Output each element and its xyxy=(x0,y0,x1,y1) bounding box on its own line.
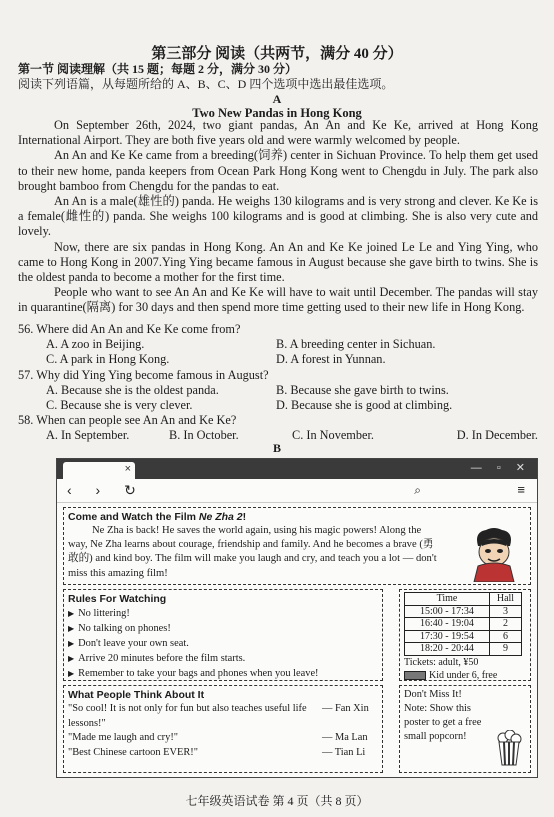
kid-price xyxy=(404,670,526,682)
browser-window xyxy=(56,458,538,778)
popcorn-icon xyxy=(496,730,522,766)
back-forward-refresh-icon[interactable]: ‹ › ↻ xyxy=(67,482,146,498)
nav-bar xyxy=(57,479,537,503)
option-c[interactable]: C. A park in Hong Kong. xyxy=(46,352,170,367)
film-heading xyxy=(68,510,526,524)
option-b[interactable]: B. Because she gave birth to twins. xyxy=(276,382,449,397)
schedule-table xyxy=(404,592,522,656)
option-row xyxy=(18,337,538,352)
table-row xyxy=(405,643,522,656)
review-author: — Tian Li xyxy=(322,746,366,758)
review-text: "Made me laugh and cry!" xyxy=(68,732,179,743)
film-heading-prefix: Come and Watch the Film xyxy=(68,511,199,523)
close-icon[interactable]: × xyxy=(124,463,131,475)
option-c[interactable]: C. In November. xyxy=(292,428,374,443)
list-item: ▶ Remember to take your bags and phones when you leave! xyxy=(68,666,378,681)
option-row xyxy=(18,398,538,413)
film-box xyxy=(63,507,531,585)
paragraph: On September 26th, 2024, two giant pandas, An An and Ke Ke, arrived at Hong Kong International Airport. They are both five years old and were warmly welcomed by people. xyxy=(18,118,538,148)
option-row xyxy=(18,352,538,367)
time-cell: 15:00 - 17:34 xyxy=(405,605,490,618)
review-row xyxy=(68,731,378,746)
paragraph: An An and Ke Ke came from a breeding(饲养) center in Sichuan Province. To help them get used to their new home, panda keepers from Ocean Park Hong Kong went to Chengdu in July. The park also brought bamboo from Chengdu for the pandas to eat. xyxy=(18,148,538,193)
option-b[interactable]: B. A breeding center in Sichuan. xyxy=(276,337,436,352)
page-footer: 七年级英语试卷 第 4 页（共 8 页） xyxy=(185,794,369,808)
option-c[interactable]: C. Because she is very clever. xyxy=(46,398,193,413)
review-row xyxy=(68,746,378,761)
list-item: ▶ No talking on phones! xyxy=(68,621,378,636)
table-header-row xyxy=(405,593,522,606)
table-row xyxy=(405,630,522,643)
time-cell: 18:20 - 20:44 xyxy=(405,643,490,656)
column-header: Hall xyxy=(489,593,521,606)
part-title: 第三部分 阅读（共两节，满分 40 分） xyxy=(151,46,403,62)
menu-icon[interactable]: ≡ xyxy=(517,482,525,497)
dont-miss-body: Note: Show this poster to get a free small popcorn! xyxy=(404,703,482,742)
passage-a-body xyxy=(18,118,538,316)
table-row xyxy=(405,605,522,618)
question-58 xyxy=(18,413,538,443)
film-heading-title: Ne Zha 2 xyxy=(198,511,243,523)
hall-cell: 9 xyxy=(489,643,521,656)
question-stem: 58. When can people see An An and Ke Ke? xyxy=(18,413,237,428)
ticket-price: Tickets: adult, ¥50 xyxy=(404,656,479,668)
option-d[interactable]: D. A forest in Yunnan. xyxy=(276,352,386,367)
review-author: — Fan Xin xyxy=(322,703,369,714)
window-controls-icon[interactable]: — ▫ ✕ xyxy=(470,462,531,474)
rules-heading: Rules For Watching xyxy=(68,593,167,605)
review-author: — Ma Lan xyxy=(322,732,368,743)
option-a[interactable]: A. In September. xyxy=(46,428,130,443)
review-text: "Best Chinese cartoon EVER!" xyxy=(68,746,198,758)
dont-miss-heading: Don't Miss It! xyxy=(404,689,462,700)
tab-bar xyxy=(57,459,537,479)
review-text: "So cool! It is not only for fun but also teaches useful life lessons!" xyxy=(68,703,307,729)
option-d[interactable]: D. Because she is good at climbing. xyxy=(276,398,453,413)
time-cell: 17:30 - 19:54 xyxy=(405,630,490,643)
option-a[interactable]: A. Because she is the oldest panda. xyxy=(46,382,219,397)
film-heading-suffix: ! xyxy=(242,511,247,523)
kid-price-text: Kid under 6, free xyxy=(429,669,498,681)
section-title: 第一节 阅读理解（共 15 题；每题 2 分，满分 30 分） xyxy=(18,62,298,76)
passage-b-letter: B xyxy=(272,441,281,455)
hall-cell: 3 xyxy=(489,605,521,618)
instruction: 阅读下列语篇，从每题所给的 A、B、C、D 四个选项中选出最佳选项。 xyxy=(18,77,394,91)
option-b[interactable]: B. In October. xyxy=(169,428,239,443)
browser-tab[interactable] xyxy=(63,462,135,479)
passage-a-title: Two New Pandas in Hong Kong xyxy=(192,106,362,120)
hall-cell: 2 xyxy=(489,618,521,631)
question-56 xyxy=(18,322,538,368)
list-item: ▶ Arrive 20 minutes before the film starts. xyxy=(68,651,378,666)
questions xyxy=(18,322,538,444)
option-d[interactable]: D. In December. xyxy=(456,428,538,443)
rules-box xyxy=(63,589,383,681)
question-stem: 57. Why did Ying Ying become famous in August? xyxy=(18,367,269,382)
option-a[interactable]: A. A zoo in Beijing. xyxy=(46,337,145,352)
time-cell: 16:40 - 19:04 xyxy=(405,618,490,631)
passage-a-letter: A xyxy=(272,92,282,106)
rules-list xyxy=(68,606,378,681)
film-body: Ne Zha is back! He saves the world again, using his magic powers! Along the way, Ne Zha learns about courage, friendship and family. And he becomes a brave (勇敢的) and kind boy. The film will make you laugh and cry, and teach you a lot — don't miss this amazing film! xyxy=(68,525,437,579)
nezha-cartoon-icon xyxy=(464,526,524,582)
schedule-box xyxy=(399,589,531,681)
reviews-heading: What People Think About It xyxy=(68,689,205,701)
option-row xyxy=(18,383,538,398)
reviews-box xyxy=(63,685,383,773)
search-icon[interactable]: ⌕ xyxy=(414,483,421,497)
list-item: ▶ Don't leave your own seat. xyxy=(68,636,378,651)
paragraph: People who want to see An An and Ke Ke will have to wait until December. The pandas will stay in quarantine(隔离) for 30 days and then spend more time getting used to their new life in Hong Kong. xyxy=(18,285,538,315)
dont-miss-box xyxy=(399,685,531,773)
paragraph: Now, there are six pandas in Hong Kong. An An and Ke Ke joined Le Le and Ying Ying, who came to Hong Kong in 2007.Ying Ying became famous in August because she gave birth to twins. She is the oldest panda to become a mother for the first time. xyxy=(18,239,538,285)
question-stem: 56. Where did An An and Ke Ke come from? xyxy=(18,322,241,336)
column-header: Time xyxy=(405,593,490,606)
table-row xyxy=(405,618,522,631)
ticket-icon xyxy=(404,671,426,680)
review-row xyxy=(68,702,378,731)
question-57 xyxy=(18,368,538,414)
paragraph: An An is a male(雄性的) panda. He weighs 130 kilograms and is very strong and clever. Ke Ke is a female(雌性的) panda. She weighs 100 kilograms and is good at climbing. She is also very cute and lovely. xyxy=(18,194,538,239)
hall-cell: 6 xyxy=(489,630,521,643)
list-item: ▶ No littering! xyxy=(68,606,378,621)
